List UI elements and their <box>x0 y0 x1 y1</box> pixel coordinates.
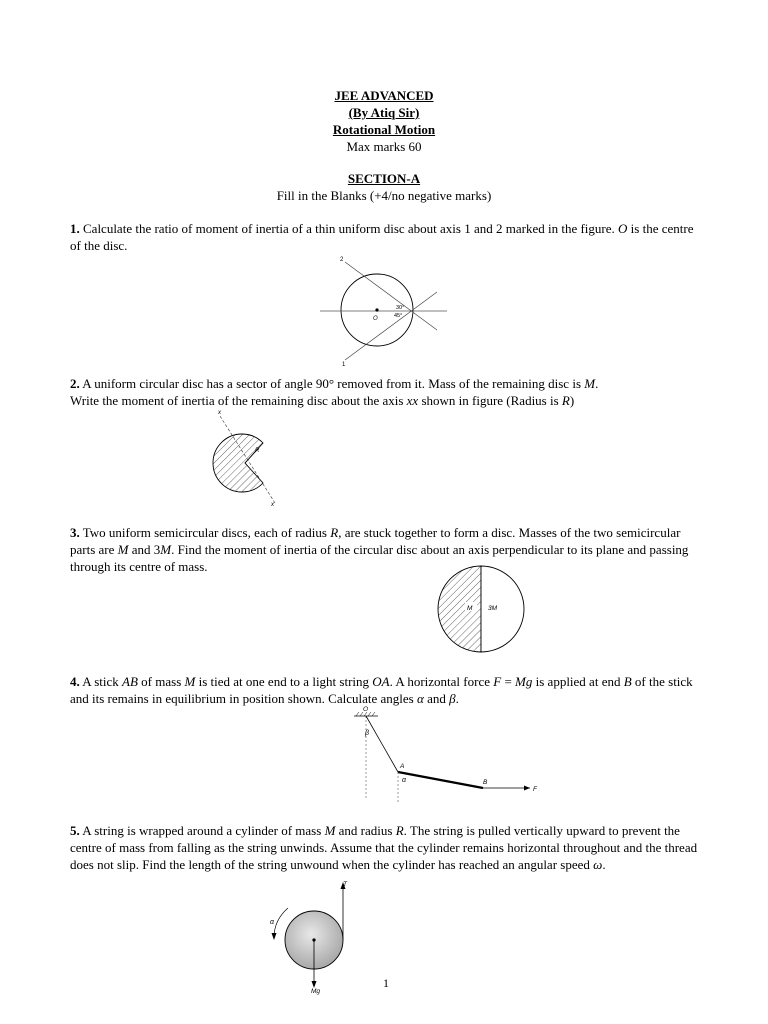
string-oa <box>366 716 398 772</box>
question-text: . Find the moment of inertia of the circular disc about an axis perpendicular to its plane and passing through its centre of mass. <box>70 542 689 574</box>
question-symbol: M <box>184 674 196 689</box>
question-number: 2. <box>70 376 80 391</box>
question-text: is tied at one end to a light string <box>195 674 373 689</box>
force-arrowhead <box>524 786 530 791</box>
question-symbol: α <box>416 691 424 706</box>
topic-title: Rotational Motion <box>332 122 436 137</box>
question-1 <box>70 220 700 254</box>
question-text: ) <box>569 393 575 408</box>
figure-disc-axes <box>315 252 455 370</box>
point-a-label: A <box>400 763 405 770</box>
ceiling-hatch <box>356 712 359 716</box>
question-symbol: R <box>561 393 570 408</box>
question-text: Calculate the ratio of moment of inertia of a thin uniform disc about axis 1 and 2 marked in the figure. <box>83 221 619 236</box>
weight-label: Mg <box>311 988 321 995</box>
question-text: A uniform circular disc has a sector of angle 90° removed from it. Mass of the remaining disc is <box>82 376 585 391</box>
figure-two-semicircles <box>433 564 529 654</box>
author-line: (By Atiq Sir) <box>348 105 420 120</box>
question-text: . <box>602 857 606 872</box>
axis-x-bottom-label: x <box>271 502 274 508</box>
left-mass-label: M <box>467 605 473 612</box>
remaining-disc <box>213 434 263 492</box>
point-o-label: O <box>363 706 369 713</box>
beta-label: β <box>365 730 369 737</box>
angle-30-label: 30° <box>396 305 405 311</box>
question-symbol: Mg <box>515 674 533 689</box>
question-text: . <box>595 376 599 391</box>
question-text: and 3 <box>128 542 161 557</box>
radius-label: R <box>255 448 260 454</box>
centre-label: O <box>373 316 378 322</box>
right-mass-label: 3M <box>488 605 498 612</box>
max-marks: Max marks 60 <box>346 139 422 154</box>
alpha-label: α <box>402 777 406 784</box>
question-symbol: M <box>584 376 596 391</box>
question-number: 1. <box>70 221 80 236</box>
question-text: shown in figure (Radius is <box>418 393 562 408</box>
figure-stick-string <box>350 704 545 804</box>
alpha-label: α <box>270 919 274 926</box>
question-3 <box>70 524 700 575</box>
angle-45-label: 45° <box>394 313 403 319</box>
question-text: , are stuck together to form a disc. Masses of the two semicircular parts are <box>70 525 681 557</box>
question-symbol: M <box>117 542 129 557</box>
question-symbol: O <box>618 221 628 236</box>
question-symbol: xx <box>406 393 419 408</box>
question-symbol: R <box>395 823 404 838</box>
axis-1-label: 1 <box>342 362 346 368</box>
axis-1-line <box>345 292 437 360</box>
question-text: Two uniform semicircular discs, each of radius <box>82 525 331 540</box>
axis-2-line <box>345 262 437 330</box>
ceiling-hatch <box>368 712 371 716</box>
figure-cut-disc <box>205 408 290 508</box>
tension-label: T <box>343 881 347 888</box>
cylinder-centre <box>312 938 315 941</box>
question-symbol: AB <box>122 674 138 689</box>
angular-acceleration-arrowhead <box>272 933 277 940</box>
question-text: = <box>501 674 516 689</box>
question-text: and radius <box>335 823 396 838</box>
question-symbol: β <box>449 691 456 706</box>
question-2 <box>70 375 700 409</box>
question-symbol: M <box>324 823 336 838</box>
weight-arrowhead <box>312 981 317 988</box>
question-4 <box>70 673 700 707</box>
question-number: 4. <box>70 674 80 689</box>
section-title: SECTION-A <box>347 171 421 186</box>
question-symbol: F <box>493 674 502 689</box>
question-text: is applied at end <box>532 674 624 689</box>
question-symbol: ω <box>593 857 603 872</box>
force-label: F <box>533 786 537 793</box>
axis-x-top-label: x <box>218 410 221 416</box>
question-symbol: B <box>623 674 632 689</box>
question-text: . A horizontal force <box>389 674 494 689</box>
question-text: A stick <box>82 674 123 689</box>
question-text: A string is wrapped around a cylinder of mass <box>82 823 325 838</box>
question-text: of mass <box>137 674 185 689</box>
question-symbol: R <box>330 525 339 540</box>
question-symbol: M <box>160 542 172 557</box>
exam-title: JEE ADVANCED <box>334 88 434 103</box>
page-number: 1 <box>383 976 389 990</box>
question-text: . <box>455 691 459 706</box>
question-text: of the stick and its remains in equilibrium in position shown. Calculate angles <box>70 674 693 706</box>
point-b-label: B <box>483 779 488 786</box>
question-text: . The string is pulled vertically upward to prevent the centre of mass from falling as the string unwinds. Assume that the cylinder remains horizontal throughout and the thread does not slip. Find the length of the string unwound when the cylinder has reached an angular speed <box>70 823 698 872</box>
section-subtitle: Fill in the Blanks (+4/no negative marks) <box>276 188 492 203</box>
question-5 <box>70 822 700 873</box>
ceiling-hatch <box>372 712 375 716</box>
question-text: Write the moment of inertia of the remaining disc about the axis <box>70 393 407 408</box>
stick-ab <box>398 772 483 788</box>
question-text: is the centre of the disc. <box>70 221 694 253</box>
centre-point <box>375 308 378 311</box>
question-number: 5. <box>70 823 80 838</box>
question-text: and <box>423 691 450 706</box>
figure-cylinder-string <box>260 876 360 994</box>
question-number: 3. <box>70 525 80 540</box>
question-symbol: OA <box>372 674 390 689</box>
axis-2-label: 2 <box>340 257 344 263</box>
